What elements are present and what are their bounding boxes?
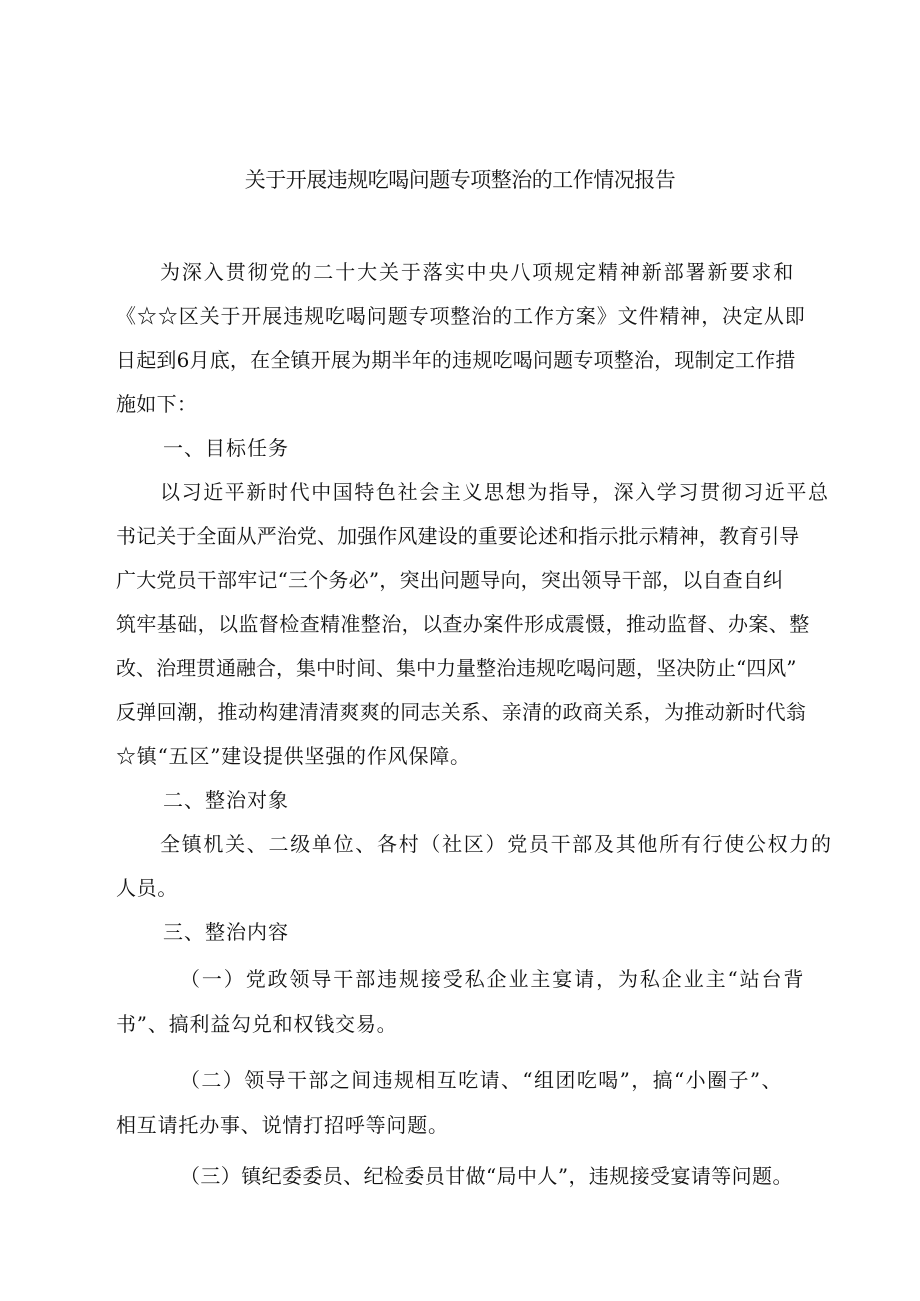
paragraph-line: 书记关于全面从严治党、加强作风建设的重要论述和指示批示精神，教育引导 [116,524,800,548]
section-heading: 二、整治对象 [163,788,289,812]
paragraph-line: 人员。 [116,876,178,900]
intro-line: 施如下： [116,392,198,416]
paragraph-line: 筑牢基础，以监督检查精准整治，以查办案件形成震慑，推动监督、办案、整 [116,612,810,636]
paragraph-line: 改、治理贯通融合，集中时间、集中力量整治违规吃喝问题，坚决防止“四风” [116,656,797,680]
list-item-line: （二）领导干部之间违规相互吃请、“组团吃喝”，搞“小圈子”、 [180,1068,783,1092]
section-heading: 三、整治内容 [163,920,289,944]
intro-line: 《☆☆区关于开展违规吃喝问题专项整治的工作方案》文件精神，决定从即 [116,304,806,328]
intro-line: 日起到6月底，在全镇开展为期半年的违规吃喝问题专项整治，现制定工作措 [116,348,796,372]
paragraph-line: 全镇机关、二级单位、各村（社区）党员干部及其他所有行使公权力的 [160,832,833,856]
list-item-line: 相互请托办事、说情打招呼等问题。 [116,1113,449,1137]
section-heading: 一、目标任务 [163,436,289,460]
paragraph-line: 反弹回潮，推动构建清清爽爽的同志关系、亲清的政商关系，为推动新时代翁 [116,700,807,724]
list-item-line: （三）镇纪委委员、纪检委员甘做“局中人”，违规接受宴请等问题。 [180,1164,793,1188]
document-title: 关于开展违规吃喝问题专项整治的工作情况报告 [244,168,676,192]
list-item-line: （一）党政领导干部违规接受私企业主宴请，为私企业主“站台背 [180,967,806,991]
intro-line: 为深入贯彻党的二十大关于落实中央八项规定精神新部署新要求和 [160,260,796,284]
paragraph-line: ☆镇“五区”建设提供坚强的作风保障。 [116,744,471,768]
paragraph-line: 以习近平新时代中国特色社会主义思想为指导，深入学习贯彻习近平总 [160,480,830,504]
paragraph-line: 广大党员干部牢记“三个务必”，突出问题导向，突出领导干部，以自查自纠 [116,568,784,592]
list-item-line: 书”、搞利益勾兑和权钱交易。 [116,1012,398,1036]
